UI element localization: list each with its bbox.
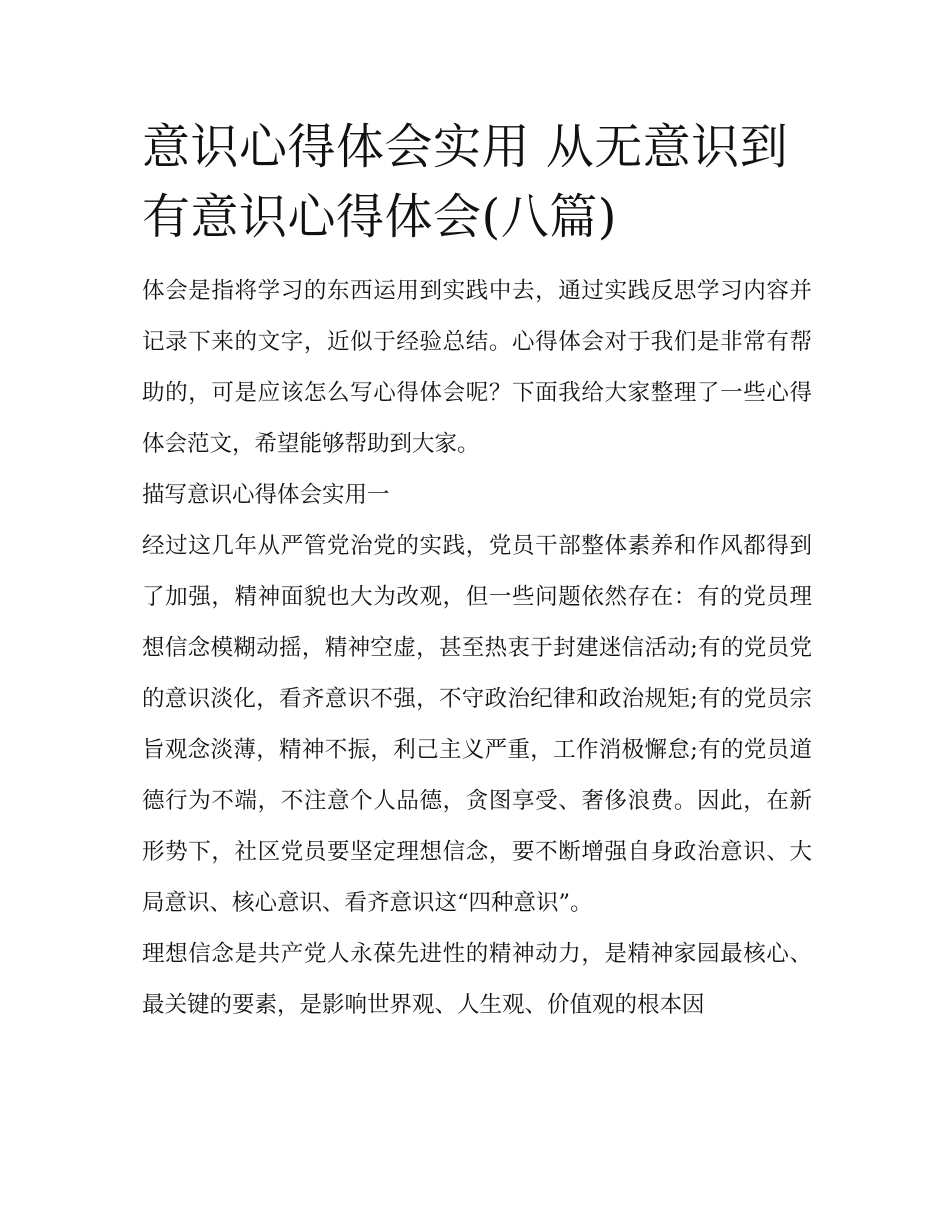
document-body: [142, 112, 812, 1031]
intro-paragraph: 体会是指将学习的东西运用到实践中去，通过实践反思学习内容并记录下来的文字，近似于经验总结。心得体会对于我们是非常有帮助的，可是应该怎么写心得体会呢？下面我给大家整理了一些心得体会范文，希望能够帮助到大家。: [142, 278, 812, 457]
body-paragraph-2: 理想信念是共产党人永葆先进性的精神动力，是精神家园最核心、最关键的要素，是影响世界观、人生观、价值观的根本因: [142, 941, 812, 1018]
section-heading: 描写意识心得体会实用一: [142, 482, 390, 508]
document-title: 意识心得体会实用 从无意识到有意识心得体会(八篇): [142, 119, 789, 245]
body-paragraph-1: 经过这几年从严管党治党的实践，党员干部整体素养和作风都得到了加强，精神面貌也大为改观，但一些问题依然存在：有的党员理想信念模糊动摇，精神空虚，甚至热衷于封建迷信活动;有的党员党的意识淡化，看齐意识不强，不守政治纪律和政治规矩;有的党员宗旨观念淡薄，精神不振，利己主义严重，工作消极懈怠;有的党员道德行为不端，不注意个人品德，贪图享受、奢侈浪费。因此，在新形势下，社区党员要坚定理想信念，要不断增强自身政治意识、大局意识、核心意识、看齐意识这“四种意识”。: [142, 533, 812, 916]
